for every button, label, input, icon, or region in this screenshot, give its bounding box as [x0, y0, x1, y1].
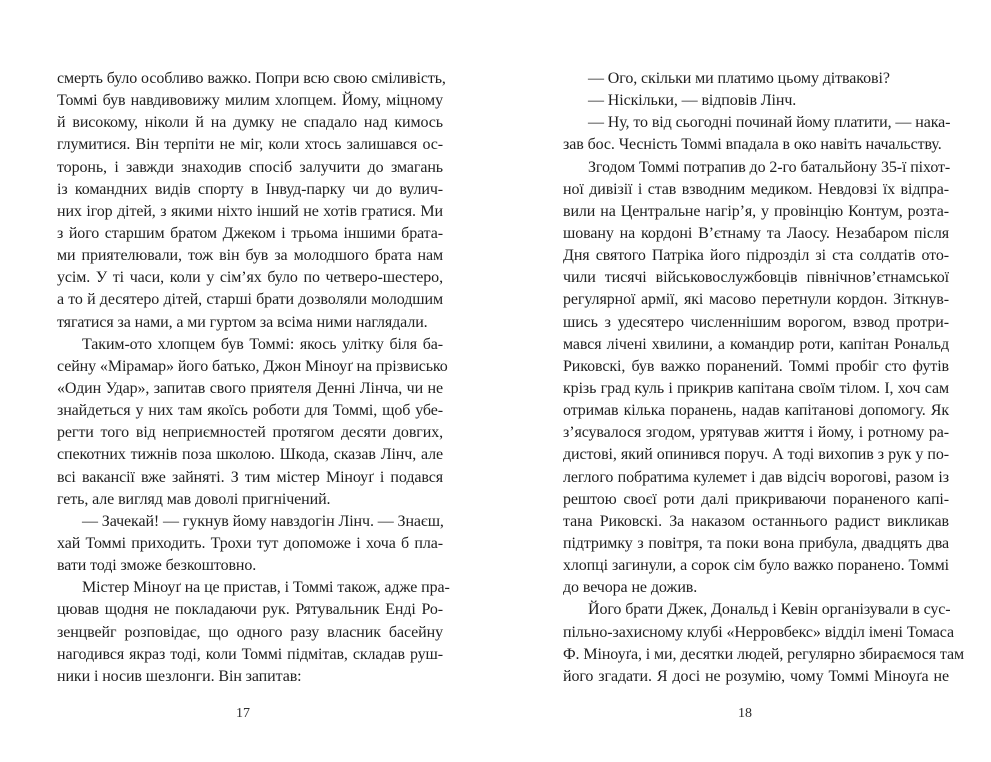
text-line: із командних видів спорту в Інвуд-парку чи до вулич- [57, 180, 443, 198]
text-line: торонь, і завжди знаходив спосіб залучити до змагань [57, 158, 443, 176]
text-line: ми приятелювали, тож він був за молодшого брата нам [57, 247, 443, 265]
text-line: — Зачекай! — гукнув йому навздогін Лінч. — Знаєш, [82, 512, 444, 530]
text-line: ної дивізії і став взводним медиком. Невдовзі їх відпра- [563, 180, 949, 198]
text-line: чили тисячі військовослужбовців північнов’єтнамської [563, 269, 949, 287]
text-line: а то й десятеро дітей, старші брати дозволяли молодшим [57, 291, 443, 309]
page-number-left: 17 [236, 706, 250, 721]
text-line: шовану на кордоні В’єтнаму та Лаосу. Незабаром після [563, 224, 949, 242]
page-number-right: 18 [738, 706, 752, 721]
text-line: регулярної армії, які масово перетнули кордон. Зіткнув- [563, 291, 949, 309]
text-line: Дня святого Патріка його підрозділ зі ста солдатів ото- [563, 247, 949, 265]
text-line: цював щодня не покладаючи рук. Рятувальник Енді Ро- [57, 601, 443, 619]
text-line: його згадати. Я досі не розумію, чому Томмі Міноуґа не [563, 667, 949, 685]
text-line: й високому, ніколи й на думку не спадало над кимось [57, 114, 443, 132]
text-line: — Ніскільки, — відповів Лінч. [588, 92, 797, 110]
text-line: Його брати Джек, Дональд і Кевін організували в сус- [588, 601, 951, 619]
text-line: Ф. Міноуґа, і ми, десятки людей, регулярно збираємося там [563, 645, 965, 663]
text-line: хай Томмі приходить. Трохи тут допоможе і хоча б пла- [57, 534, 443, 552]
text-line: Томмі був навдивовижу милим хлопцем. Йому, міцному [57, 92, 443, 110]
text-line: до вечора не дожив. [563, 579, 698, 597]
text-line: з’ясувалося згодом, урятував життя і йому, і ротному ра- [563, 424, 949, 442]
text-line: леглого побратима кулемет і дав відсіч ворогові, разом із [563, 468, 949, 486]
text-line: — Ну, то від сьогодні починай йому платити, — нака- [588, 114, 951, 132]
page-right-text [563, 68, 965, 688]
text-line: смерть було особливо важко. Попри всю свою сміливість, [57, 70, 446, 87]
text-line: отримав кілька поранень, надав капітанові допомогу. Як [563, 402, 949, 420]
text-line: пільно-захисному клубі «Нерровбекс» відділ імені Томаса [563, 623, 954, 641]
text-line: вили на Центральне нагір’я, у провінцію Контум, розта- [563, 202, 949, 220]
text-line: зенцвейг розповідає, що одного разу власник басейну [57, 623, 443, 641]
text-line: шись з удесятеро численнішим ворогом, взвод протри- [563, 313, 949, 331]
text-line: — Ого, скільки ми платимо цьому дітвакові? [588, 70, 890, 87]
text-line: мався лічені хвилини, а командир роти, капітан Рональд [563, 335, 949, 353]
text-line: геть, але вигляд мав доволі пригнічений. [57, 490, 331, 508]
text-line: ники і носив шезлонги. Він запитав: [57, 667, 302, 685]
text-line: Таким-ото хлопцем був Томмі: якось улітку біля ба- [82, 335, 443, 353]
text-line: хлопці загинули, а сорок сім було важко поранено. Томмі [563, 557, 949, 575]
text-line: знайдеться у них там якоїсь роботи для Томмі, щоб убе- [57, 402, 443, 420]
text-line: спекотних тижнів поза школою. Шкода, сказав Лінч, але [57, 446, 443, 464]
text-line: них ігор дітей, з якими ніхто інший не хотів гратися. Ми [57, 202, 443, 220]
text-line: вати тоді зможе безкоштовно. [57, 557, 257, 575]
text-line: з його старшим братом Джеком і трьома іншими брата- [57, 224, 443, 242]
text-line: тягатися за нами, а ми гуртом за всіма ними наглядали. [57, 313, 428, 331]
text-line: сейну «Мірамар» його батько, Джон Міноуґ на прізвисько [57, 357, 448, 375]
text-line: регти того від неприємностей протягом десяти довгих, [57, 424, 443, 442]
text-line: дистові, який опинився поруч. А тоді вихопив з рук у по- [563, 446, 949, 464]
text-line: всі вакансії вже зайняті. З тим містер Міноуґ і подався [57, 468, 443, 486]
text-line: Згодом Томмі потрапив до 2-го батальйону 35-ї піхот- [588, 158, 951, 176]
text-line: тана Риковскі. За наказом останнього радист викликав [563, 512, 949, 530]
text-line: глумитися. Він терпіти не міг, коли хтось залишався ос- [57, 136, 443, 154]
text-line: підтримку з повітря, та поки вона прибула, двадцять два [563, 534, 949, 552]
text-line: нагодився якраз тоді, коли Томмі підмітав, складав руш- [57, 645, 443, 663]
text-line: рештою своєї роти далі прикриваючи пораненого капі- [563, 490, 949, 508]
text-line: Містер Міноуґ на це пристав, і Томмі також, адже пра- [82, 579, 450, 597]
text-line: зав бос. Чесність Томмі впадала в око навіть начальству. [563, 136, 942, 154]
page-left-text [57, 68, 450, 688]
text-line: Риковскі, був важко поранений. Томмі пробіг сто футів [563, 357, 949, 375]
text-line: усім. У ті часи, коли у сім’ях було по четверо-шестеро, [57, 269, 443, 287]
text-line: крізь град куль і прикрив капітана своїм тілом. І, хоч сам [563, 379, 949, 397]
text-line: «Один Удар», запитав свого приятеля Денні Лінча, чи не [57, 379, 443, 397]
